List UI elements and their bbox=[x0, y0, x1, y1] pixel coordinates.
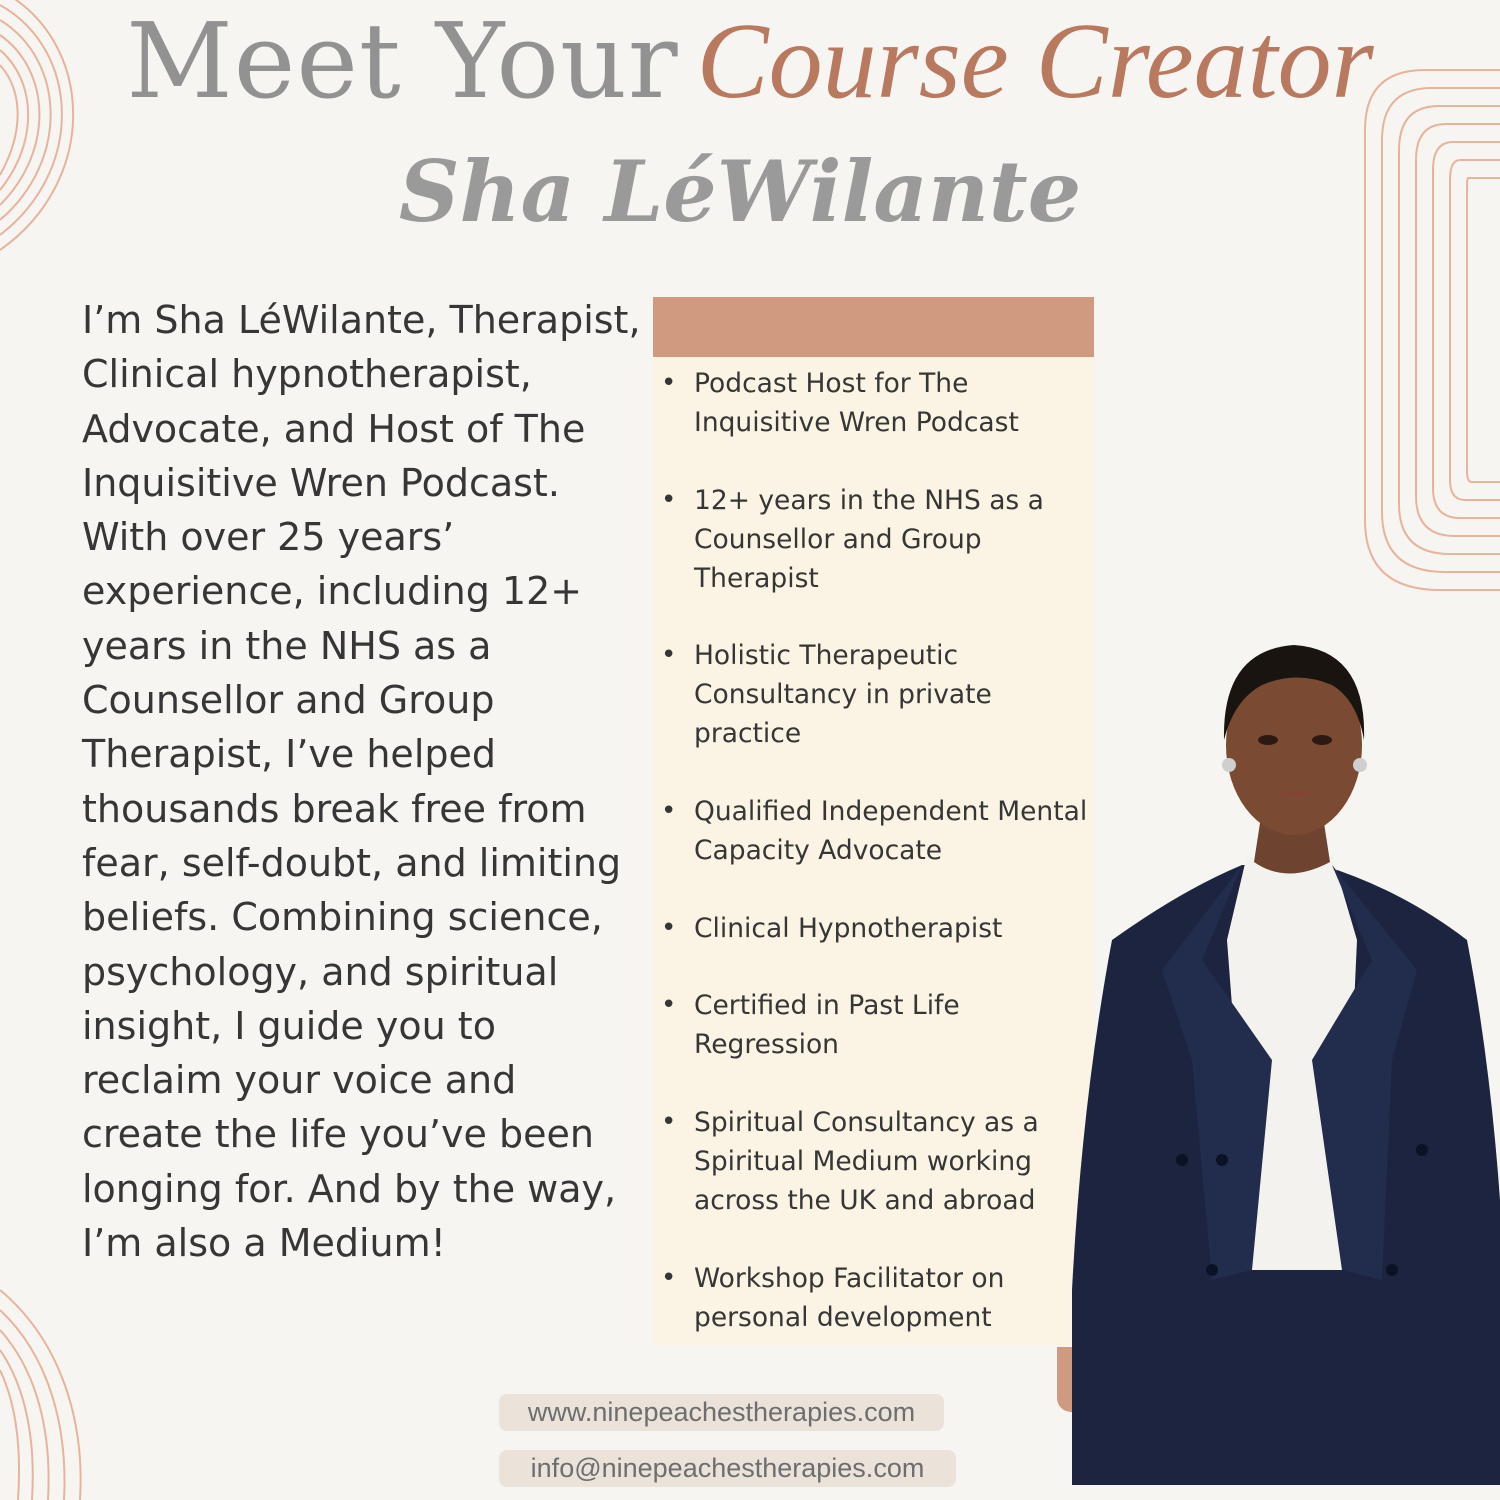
bullet-icon: • bbox=[661, 640, 677, 670]
top-right-line-art bbox=[1350, 50, 1500, 610]
bullet-icon: • bbox=[661, 485, 677, 515]
list-item: • Workshop Facilitator on personal development bbox=[694, 1259, 1094, 1337]
list-item: • Clinical Hypnotherapist bbox=[694, 909, 1094, 948]
bullet-icon: • bbox=[661, 1107, 677, 1137]
email-link[interactable]: info@ninepeachestherapies.com bbox=[499, 1450, 956, 1487]
title-plain: Meet Your bbox=[126, 0, 679, 122]
bullet-icon: • bbox=[661, 1263, 677, 1293]
list-item: • Certified in Past Life Regression bbox=[694, 986, 1094, 1064]
bottom-left-line-art bbox=[0, 1280, 100, 1500]
bullet-icon: • bbox=[661, 368, 677, 398]
creator-name: Sha LéWilante bbox=[398, 142, 1082, 241]
list-item: • Podcast Host for The Inquisitive Wren Podcast bbox=[694, 364, 1094, 442]
title-script: Course Creator bbox=[696, 2, 1374, 121]
list-item: • Holistic Therapeutic Consultancy in private practice bbox=[694, 636, 1094, 753]
creator-portrait bbox=[1072, 640, 1500, 1485]
list-item: • Spiritual Consultancy as a Spiritual Medium working across the UK and abroad bbox=[694, 1103, 1094, 1220]
list-item: • 12+ years in the NHS as a Counsellor and Group Therapist bbox=[694, 481, 1094, 598]
bullet-icon: • bbox=[661, 796, 677, 826]
bullet-icon: • bbox=[661, 990, 677, 1020]
bio-paragraph: I’m Sha LéWilante, Therapist, Clinical hypnotherapist, Advocate, and Host of The Inquisitive Wren Podcast. With over 25 years’ experience, including 12+ years in the NHS as a Counsellor and Group Therapist, I’ve helped thousands break free from fear, self-doubt, and limiting beliefs. Combining science, psychology, and spiritual insight, I guide you to reclaim your voice and create the life you’ve been longing for. And by the way, I’m also a Medium! bbox=[82, 298, 641, 1266]
website-link[interactable]: www.ninepeachestherapies.com bbox=[499, 1394, 944, 1431]
page-title bbox=[0, 0, 1500, 122]
list-item: • Qualified Independent Mental Capacity Advocate bbox=[694, 792, 1094, 870]
credentials-panel-header bbox=[653, 297, 1094, 357]
bullet-icon: • bbox=[661, 913, 677, 943]
